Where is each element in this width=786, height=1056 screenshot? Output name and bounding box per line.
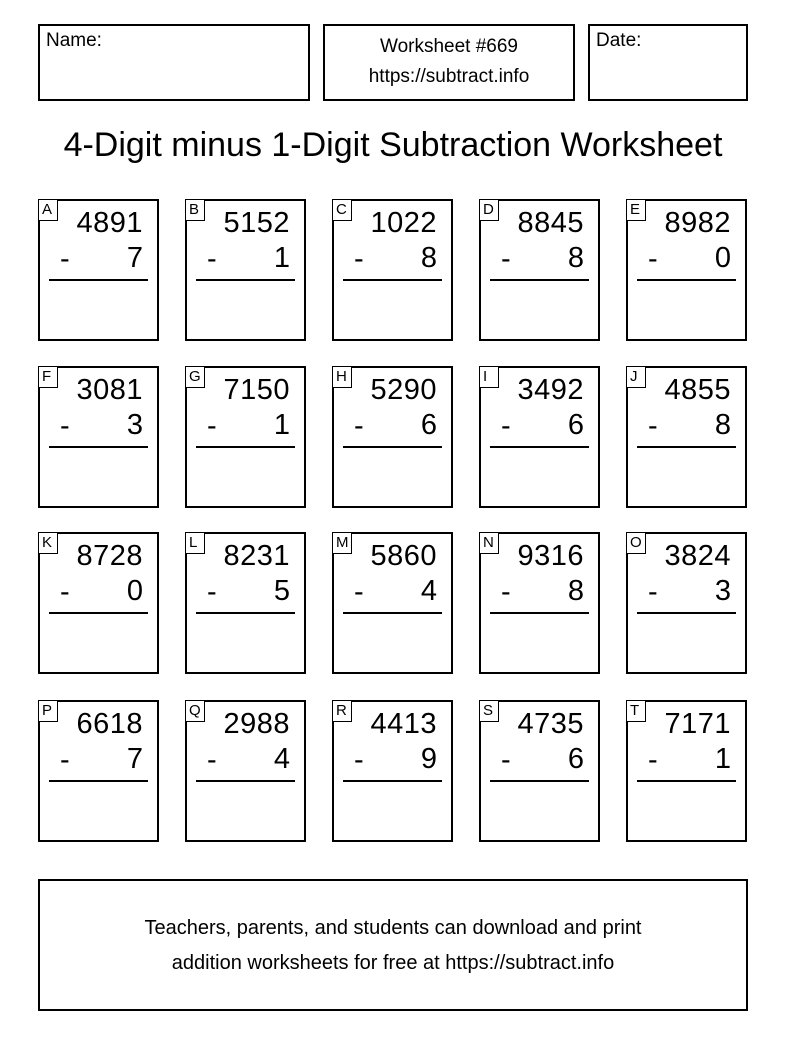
minus-sign: - — [60, 576, 70, 608]
answer-space[interactable] — [40, 285, 157, 339]
minuend: 8231 — [223, 540, 290, 572]
date-label: Date: — [596, 30, 642, 51]
minus-sign: - — [501, 576, 511, 608]
problem-card — [332, 532, 453, 674]
problem-letter: D — [479, 199, 499, 221]
subtrahend: 8 — [420, 242, 437, 274]
minuend: 9316 — [517, 540, 584, 572]
minus-sign: - — [501, 243, 511, 275]
minus-sign: - — [207, 576, 217, 608]
problem-letter: F — [38, 366, 58, 388]
problem-card — [332, 366, 453, 508]
answer-space[interactable] — [187, 786, 304, 840]
minus-sign: - — [354, 744, 364, 776]
problem-card — [38, 532, 159, 674]
subtrahend: 3 — [714, 575, 731, 607]
subtrahend: 8 — [567, 242, 584, 274]
answer-space[interactable] — [481, 452, 598, 506]
problem-letter: K — [38, 532, 58, 554]
answer-space[interactable] — [334, 786, 451, 840]
answer-line — [49, 446, 148, 448]
answer-space[interactable] — [187, 285, 304, 339]
subtrahend: 1 — [273, 242, 290, 274]
minuend: 5290 — [370, 374, 437, 406]
problem-card — [479, 366, 600, 508]
answer-line — [490, 446, 589, 448]
problem-card — [626, 366, 747, 508]
minuend: 8982 — [664, 207, 731, 239]
answer-line — [490, 279, 589, 281]
subtrahend: 3 — [126, 409, 143, 441]
name-field[interactable] — [38, 24, 310, 101]
answer-line — [196, 446, 295, 448]
problem-card — [38, 199, 159, 341]
problem-letter: R — [332, 700, 352, 722]
subtrahend: 5 — [273, 575, 290, 607]
problem-letter: I — [479, 366, 499, 388]
problem-card — [479, 532, 600, 674]
minus-sign: - — [207, 243, 217, 275]
answer-space[interactable] — [628, 786, 745, 840]
subtrahend: 6 — [567, 409, 584, 441]
problem-letter: M — [332, 532, 352, 554]
site-url: https://subtract.info — [368, 66, 530, 87]
subtrahend: 8 — [714, 409, 731, 441]
problem-card — [185, 700, 306, 842]
problem-letter: A — [38, 199, 58, 221]
minus-sign: - — [501, 410, 511, 442]
footer-line-2: addition worksheets for free at https://subtract.info — [171, 952, 615, 974]
answer-line — [196, 279, 295, 281]
minuend: 5860 — [370, 540, 437, 572]
minus-sign: - — [60, 243, 70, 275]
answer-line — [196, 780, 295, 782]
answer-space[interactable] — [628, 285, 745, 339]
minus-sign: - — [60, 744, 70, 776]
worksheet-info-box — [323, 24, 575, 101]
problem-letter: P — [38, 700, 58, 722]
minuend: 2988 — [223, 708, 290, 740]
problem-card — [479, 199, 600, 341]
problem-letter: C — [332, 199, 352, 221]
answer-line — [637, 780, 736, 782]
answer-space[interactable] — [187, 618, 304, 672]
answer-space[interactable] — [481, 786, 598, 840]
answer-space[interactable] — [481, 618, 598, 672]
subtrahend: 0 — [714, 242, 731, 274]
subtrahend: 7 — [126, 743, 143, 775]
subtrahend: 0 — [126, 575, 143, 607]
answer-line — [196, 612, 295, 614]
problem-card — [626, 700, 747, 842]
answer-space[interactable] — [334, 618, 451, 672]
subtrahend: 8 — [567, 575, 584, 607]
answer-line — [637, 612, 736, 614]
problem-letter: N — [479, 532, 499, 554]
problem-letter: O — [626, 532, 646, 554]
minuend: 4735 — [517, 708, 584, 740]
page-title: 4-Digit minus 1-Digit Subtraction Worksheet — [63, 126, 723, 164]
subtrahend: 1 — [714, 743, 731, 775]
subtrahend: 7 — [126, 242, 143, 274]
minuend: 8845 — [517, 207, 584, 239]
answer-line — [490, 612, 589, 614]
minus-sign: - — [648, 744, 658, 776]
answer-line — [343, 780, 442, 782]
minus-sign: - — [207, 410, 217, 442]
minus-sign: - — [354, 410, 364, 442]
problem-card — [185, 532, 306, 674]
minuend: 7150 — [223, 374, 290, 406]
problem-card — [38, 366, 159, 508]
minuend: 8728 — [76, 540, 143, 572]
problem-card — [332, 199, 453, 341]
problem-letter: Q — [185, 700, 205, 722]
minus-sign: - — [354, 243, 364, 275]
footer-note — [38, 879, 748, 1011]
problem-letter: L — [185, 532, 205, 554]
answer-space[interactable] — [628, 618, 745, 672]
problem-letter: S — [479, 700, 499, 722]
answer-space[interactable] — [334, 452, 451, 506]
problem-card — [38, 700, 159, 842]
subtrahend: 1 — [273, 409, 290, 441]
problem-letter: J — [626, 366, 646, 388]
minus-sign: - — [648, 576, 658, 608]
minuend: 3824 — [664, 540, 731, 572]
answer-space[interactable] — [628, 452, 745, 506]
problem-letter: E — [626, 199, 646, 221]
minuend: 4891 — [76, 207, 143, 239]
answer-space[interactable] — [334, 285, 451, 339]
problem-letter: T — [626, 700, 646, 722]
worksheet-number: Worksheet #669 — [379, 36, 518, 57]
minus-sign: - — [354, 576, 364, 608]
problem-card — [626, 199, 747, 341]
minus-sign: - — [60, 410, 70, 442]
footer-line-1: Teachers, parents, and students can download and print — [144, 917, 642, 939]
answer-line — [343, 446, 442, 448]
date-field[interactable] — [588, 24, 748, 101]
answer-line — [490, 780, 589, 782]
minuend: 4413 — [370, 708, 437, 740]
answer-line — [49, 279, 148, 281]
answer-line — [637, 446, 736, 448]
problem-card — [479, 700, 600, 842]
answer-line — [343, 279, 442, 281]
problem-card — [185, 366, 306, 508]
name-label: Name: — [46, 30, 102, 51]
answer-line — [343, 612, 442, 614]
answer-space[interactable] — [40, 786, 157, 840]
problem-letter: G — [185, 366, 205, 388]
problem-card — [185, 199, 306, 341]
minuend: 3081 — [76, 374, 143, 406]
answer-space[interactable] — [40, 452, 157, 506]
minuend: 4855 — [664, 374, 731, 406]
subtrahend: 4 — [273, 743, 290, 775]
minus-sign: - — [648, 410, 658, 442]
subtrahend: 4 — [420, 575, 437, 607]
problem-card — [626, 532, 747, 674]
subtrahend: 6 — [567, 743, 584, 775]
problem-letter: H — [332, 366, 352, 388]
subtrahend: 9 — [420, 743, 437, 775]
answer-line — [637, 279, 736, 281]
minuend: 1022 — [370, 207, 437, 239]
answer-space[interactable] — [187, 452, 304, 506]
problem-letter: B — [185, 199, 205, 221]
minuend: 3492 — [517, 374, 584, 406]
answer-space[interactable] — [481, 285, 598, 339]
minuend: 5152 — [223, 207, 290, 239]
problem-card — [332, 700, 453, 842]
minus-sign: - — [501, 744, 511, 776]
answer-line — [49, 612, 148, 614]
minuend: 7171 — [664, 708, 731, 740]
minus-sign: - — [648, 243, 658, 275]
minus-sign: - — [207, 744, 217, 776]
answer-space[interactable] — [40, 618, 157, 672]
answer-line — [49, 780, 148, 782]
subtrahend: 6 — [420, 409, 437, 441]
minuend: 6618 — [76, 708, 143, 740]
